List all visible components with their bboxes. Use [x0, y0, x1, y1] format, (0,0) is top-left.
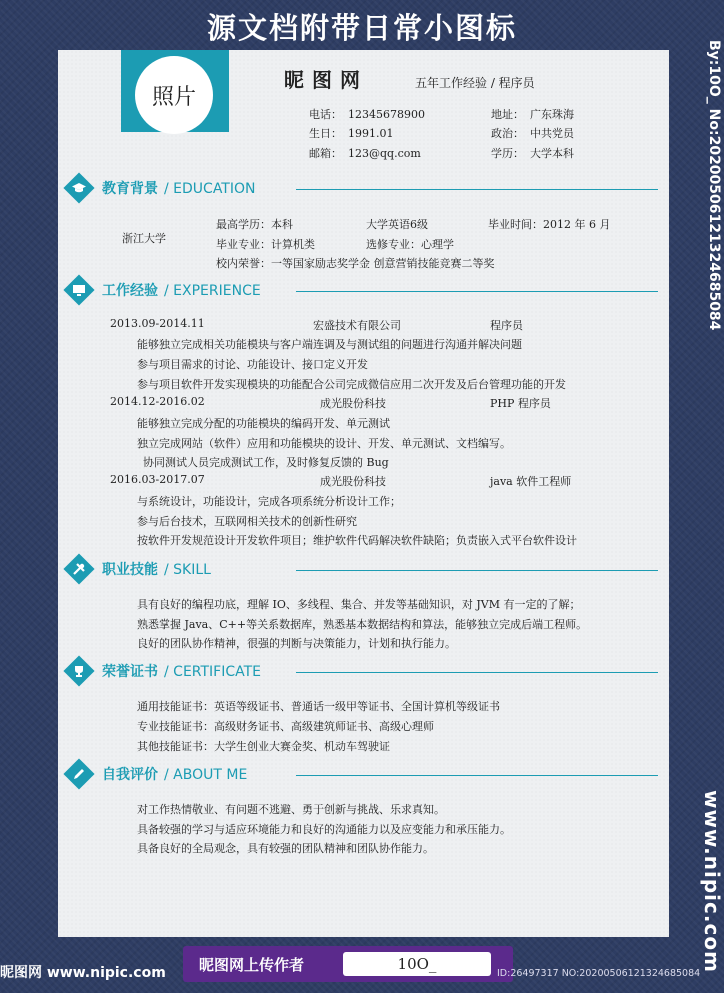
job-company: 宏盛技术有限公司 — [313, 319, 401, 332]
job-duty: 能够独立完成相关功能模块与客户端连调及与测试组的问题进行沟通并解决问题 — [137, 338, 522, 351]
certificate-item: 其他技能证书：大学生创业大赛金奖、机动车驾驶证 — [137, 740, 390, 753]
section-divider — [296, 189, 658, 190]
skill-item: 良好的团队协作精神，很强的判断与决策能力，计划和执行能力。 — [137, 637, 456, 650]
uploader-label: 昵图网上传作者 — [199, 956, 305, 974]
section-divider — [296, 672, 658, 673]
trophy-icon — [63, 655, 94, 686]
side-watermark-site: www.nipic.com — [700, 790, 724, 973]
uploader-bar — [183, 946, 513, 982]
section-divider — [296, 291, 658, 292]
job-duty: 参与项目软件开发实现模块的功能配合公司完成微信应用二次开发及后台管理功能的开发 — [137, 378, 566, 391]
certificate-item: 专业技能证书：高级财务证书、高级建筑师证书、高级心理师 — [137, 720, 434, 733]
side-watermark-id: By:10O_ No:20200506121324685084 — [706, 40, 722, 331]
job-date: 2016.03-2017.07 — [110, 473, 205, 486]
tools-icon — [63, 553, 94, 584]
degree-info: 学历： 大学本科 — [491, 147, 574, 160]
job-date: 2014.12-2016.02 — [110, 395, 205, 408]
footer-id: ID:26497317 NO:20200506121324685084 — [497, 968, 701, 979]
section-certificate-title: 荣誉证书 / CERTIFICATE — [102, 664, 262, 680]
edu-english: 大学英语6级 — [366, 218, 428, 231]
section-certificate-header — [68, 660, 648, 684]
banner-title: 源文档附带日常小图标 — [206, 11, 517, 45]
about-item: 具备较强的学习与适应环境能力和良好的沟通能力以及应变能力和承压能力。 — [137, 823, 511, 836]
edu-honors: 校内荣誉：一等国家励志奖学金 创意营销技能竞赛二等奖 — [216, 257, 495, 270]
photo-placeholder[interactable]: 照片 — [135, 56, 213, 134]
certificate-item: 通用技能证书：英语等级证书、普通话一级甲等证书、全国计算机等级证书 — [137, 700, 500, 713]
birth-info: 生日： 1991.01 — [309, 127, 394, 140]
section-about-header — [68, 763, 648, 787]
address-info: 地址： 广东珠海 — [491, 108, 574, 121]
edu-major: 毕业专业：计算机类 — [216, 238, 315, 251]
job-duty: 独立完成网站（软件）应用和功能模块的设计、开发、单元测试、文档编写。 — [137, 437, 511, 450]
edu-graduation: 毕业时间：2012 年 6 月 — [488, 218, 611, 231]
skill-item: 具有良好的编程功底，理解 IO、多线程、集合、并发等基础知识，对 JVM 有一定的了解； — [137, 598, 581, 611]
resume-page — [58, 50, 669, 937]
section-about-title: 自我评价 / ABOUT ME — [102, 767, 248, 783]
job-duty: 按软件开发规范设计开发软件项目；维护软件代码解决软件缺陷；负责嵌入式平台软件设计 — [137, 534, 577, 547]
section-divider — [296, 570, 658, 571]
edu-degree: 最高学历：本科 — [216, 218, 293, 231]
section-education-title: 教育背景 / EDUCATION — [102, 181, 256, 197]
graduation-cap-icon — [63, 172, 94, 203]
job-duty: 参与后台技术，互联网相关技术的创新性研究 — [137, 515, 357, 528]
section-education-header — [68, 177, 648, 201]
candidate-name: 昵图网 — [284, 68, 368, 92]
photo-block — [121, 50, 229, 132]
phone-info: 电话： 12345678900 — [309, 108, 425, 121]
job-date: 2013.09-2014.11 — [110, 317, 205, 330]
candidate-subtitle: 五年工作经验 / 程序员 — [415, 76, 535, 90]
job-company: 成光股份科技 — [320, 397, 386, 410]
email-info: 邮箱： 123@qq.com — [309, 147, 421, 160]
job-duty: 与系统设计，功能设计，完成各项系统分析设计工作； — [137, 495, 401, 508]
job-duty: 能够独立完成分配的功能模块的编码开发、单元测试 — [137, 417, 390, 430]
uploader-name[interactable]: 10O_ — [343, 952, 491, 976]
job-role: 程序员 — [490, 319, 523, 332]
about-item: 具备良好的全局观念，具有较强的团队精神和团队协作能力。 — [137, 842, 434, 855]
about-item: 对工作热情敬业、有问题不逃避、勇于创新与挑战、乐求真知。 — [137, 803, 445, 816]
job-company: 成光股份科技 — [320, 475, 386, 488]
section-skill-header — [68, 558, 648, 582]
section-skill-title: 职业技能 / SKILL — [102, 562, 211, 578]
job-role: PHP 程序员 — [490, 397, 551, 410]
edu-minor: 选修专业：心理学 — [366, 238, 454, 251]
job-duty: 协同测试人员完成测试工作，及时修复反馈的 Bug — [143, 456, 389, 469]
section-experience-header — [68, 279, 648, 303]
skill-item: 熟悉掌握 Java、C++等关系数据库，熟悉基本数据结构和算法，能够独立完成后端工程师。 — [137, 618, 588, 631]
section-divider — [296, 775, 658, 776]
section-experience-title: 工作经验 / EXPERIENCE — [102, 283, 261, 299]
job-role: java 软件工程师 — [490, 475, 572, 488]
pen-icon — [63, 758, 94, 789]
school-name: 浙江大学 — [122, 232, 166, 245]
job-duty: 参与项目需求的讨论、功能设计、接口定义开发 — [137, 358, 368, 371]
monitor-icon — [63, 274, 94, 305]
politics-info: 政治： 中共党员 — [491, 127, 574, 140]
footer-watermark: 昵图网 www.nipic.com — [0, 965, 166, 981]
